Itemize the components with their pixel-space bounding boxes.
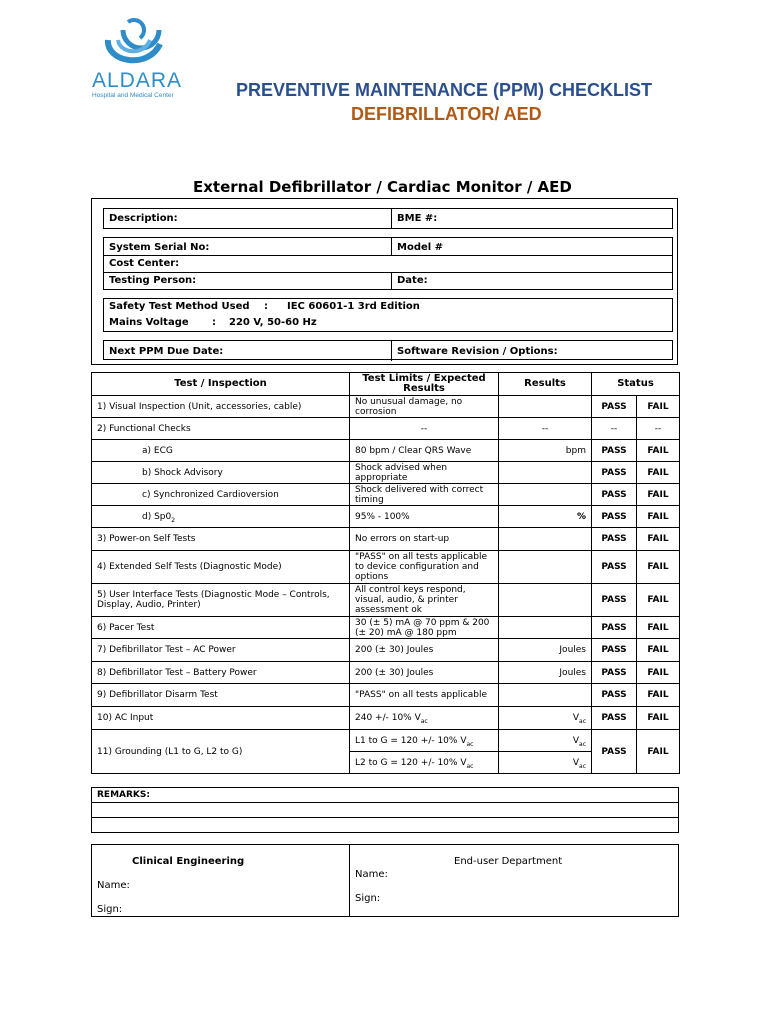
safety-test-label: Safety Test Method Used: [109, 301, 250, 312]
test-name: d) $Sp0_2$: [92, 506, 350, 528]
testing-person-label[interactable]: Testing Person:: [109, 275, 197, 286]
software-label[interactable]: Software Revision / Options:: [391, 341, 558, 361]
result-cell: --: [499, 418, 592, 440]
remarks-line[interactable]: [92, 818, 679, 833]
test-name: b) Shock Advisory: [92, 462, 350, 484]
result-cell[interactable]: [499, 584, 592, 617]
pass-option[interactable]: PASS: [592, 484, 637, 506]
table-row: [92, 551, 680, 584]
safety-test-value: IEC 60601-1 3rd Edition: [287, 301, 420, 312]
result-unit: Joules: [559, 667, 586, 678]
table-row: [92, 506, 680, 528]
signature-divider: [349, 845, 350, 916]
header-status: Status: [592, 373, 680, 396]
test-name: 6) Pacer Test: [92, 617, 350, 639]
test-name: 1) Visual Inspection (Unit, accessories, cable): [92, 396, 350, 418]
test-name: 2) Functional Checks: [92, 418, 350, 440]
info-group-next-ppm: [103, 340, 673, 360]
test-name: 5) User Interface Tests (Diagnostic Mode – Controls, Display, Audio, Printer): [92, 584, 350, 617]
fail-option[interactable]: FAIL: [637, 707, 680, 730]
pass-option[interactable]: PASS: [592, 506, 637, 528]
end-user-name-field[interactable]: Name:: [355, 869, 388, 880]
pass-option[interactable]: PASS: [592, 528, 637, 551]
result-cell[interactable]: [499, 506, 592, 528]
remarks-table: [91, 787, 679, 833]
test-name: c) Synchronized Cardioversion: [92, 484, 350, 506]
table-row: [92, 639, 680, 662]
inspection-table: [91, 372, 680, 774]
test-name: 10) AC Input: [92, 707, 350, 730]
result-cell[interactable]: [499, 707, 592, 730]
test-name: 7) Defibrillator Test – AC Power: [92, 639, 350, 662]
page-subtitle: DEFIBRILLATOR/ AED: [351, 104, 542, 124]
end-user-title: End-user Department: [454, 856, 563, 867]
table-row: [92, 662, 680, 684]
test-limits: "PASS" on all tests applicable: [350, 684, 499, 707]
result-cell[interactable]: [499, 730, 592, 752]
table-row: [92, 462, 680, 484]
result-cell[interactable]: [499, 662, 592, 684]
test-limits: "PASS" on all tests applicable to device configuration and options: [350, 551, 499, 584]
equipment-info-box: [91, 198, 678, 365]
pass-option[interactable]: PASS: [592, 551, 637, 584]
fail-option[interactable]: FAIL: [637, 617, 680, 639]
test-name: 3) Power-on Self Tests: [92, 528, 350, 551]
test-limits: Shock delivered with correct timing: [350, 484, 499, 506]
table-row: [92, 484, 680, 506]
mains-voltage-value: 220 V, 50-60 Hz: [229, 317, 317, 328]
pass-option[interactable]: PASS: [592, 584, 637, 617]
fail-option[interactable]: FAIL: [637, 584, 680, 617]
test-limits: 80 bpm / Clear QRS Wave: [350, 440, 499, 462]
clinical-sign-field[interactable]: Sign:: [97, 904, 123, 915]
result-cell[interactable]: [499, 462, 592, 484]
test-limits: 30 (± 5) mA @ 70 ppm & 200 (± 20) mA @ 180 ppm: [350, 617, 499, 639]
result-unit: $V_{ac}$: [572, 735, 586, 748]
clinical-name-field[interactable]: Name:: [97, 880, 130, 891]
fail-option[interactable]: FAIL: [637, 506, 680, 528]
fail-option[interactable]: FAIL: [637, 684, 680, 707]
result-cell[interactable]: [499, 617, 592, 639]
pass-option[interactable]: PASS: [592, 662, 637, 684]
table-header-row: [92, 373, 680, 396]
header-limits: Test Limits / Expected Results: [350, 373, 499, 396]
result-cell[interactable]: [499, 440, 592, 462]
test-limits: --: [350, 418, 499, 440]
result-cell[interactable]: [499, 684, 592, 707]
test-limits: 200 (± 30) Joules: [350, 639, 499, 662]
fail-option[interactable]: FAIL: [637, 639, 680, 662]
pass-option[interactable]: PASS: [592, 617, 637, 639]
table-row: [92, 684, 680, 707]
table-row: [92, 418, 680, 440]
table-row: [92, 528, 680, 551]
result-unit: $V_{ac}$: [572, 757, 586, 770]
test-name: 11) Grounding (L1 to G, L2 to G): [92, 730, 350, 774]
result-cell[interactable]: [499, 752, 592, 774]
logo-name: ALDARA: [92, 69, 183, 92]
pass-option[interactable]: PASS: [592, 396, 637, 418]
test-limits: No errors on start-up: [350, 528, 499, 551]
result-cell[interactable]: [499, 396, 592, 418]
result-unit: $V_{ac}$: [572, 713, 586, 725]
table-row: [92, 396, 680, 418]
description-label[interactable]: Description:: [109, 213, 178, 224]
table-row: [92, 730, 680, 752]
test-name: 8) Defibrillator Test – Battery Power: [92, 662, 350, 684]
result-unit: bpm: [565, 445, 586, 456]
test-limits: L2 to G = 120 +/- 10% $V_{ac}$: [350, 752, 499, 774]
page-title: PREVENTIVE MAINTENANCE (PPM) CHECKLIST: [236, 80, 653, 100]
pass-option[interactable]: PASS: [592, 462, 637, 484]
header-test: Test / Inspection: [92, 373, 350, 396]
table-row: [92, 617, 680, 639]
info-group-description: [103, 208, 673, 229]
serial-label[interactable]: System Serial No:: [109, 242, 210, 253]
test-name: a) ECG: [92, 440, 350, 462]
test-limits: Shock advised when appropriate: [350, 462, 499, 484]
remarks-label: REMARKS:: [92, 788, 679, 803]
fail-option[interactable]: FAIL: [637, 440, 680, 462]
pass-option: --: [592, 418, 637, 440]
test-limits: No unusual damage, no corrosion: [350, 396, 499, 418]
fail-option[interactable]: FAIL: [637, 528, 680, 551]
test-limits: All control keys respond, visual, audio, & printer assessment ok: [350, 584, 499, 617]
test-name: 4) Extended Self Tests (Diagnostic Mode): [92, 551, 350, 584]
info-group-safety: Safety Test Method Used : IEC 60601-1 3rd Edition Mains Voltage : 220 V, 50-60 Hz: [103, 298, 673, 332]
result-unit: %: [576, 511, 586, 522]
table-row: [92, 584, 680, 617]
fail-option[interactable]: FAIL: [637, 551, 680, 584]
model-label[interactable]: Model #: [391, 238, 443, 255]
table-row: [92, 707, 680, 730]
result-cell[interactable]: [499, 484, 592, 506]
fail-option: --: [637, 418, 680, 440]
pass-option[interactable]: PASS: [592, 440, 637, 462]
info-group-system: [103, 237, 673, 290]
test-limits: 240 +/- 10% $V_{ac}$: [350, 707, 499, 730]
test-limits: 95% - 100%: [350, 506, 499, 528]
signature-box: [91, 844, 679, 917]
next-ppm-label[interactable]: Next PPM Due Date:: [109, 346, 224, 357]
end-user-sign-field[interactable]: Sign:: [355, 893, 381, 904]
fail-option[interactable]: FAIL: [637, 462, 680, 484]
date-label[interactable]: Date:: [391, 273, 428, 290]
table-row: [92, 440, 680, 462]
result-cell[interactable]: [499, 551, 592, 584]
fail-option[interactable]: FAIL: [637, 730, 680, 774]
fail-option[interactable]: FAIL: [637, 662, 680, 684]
form-title: External Defibrillator / Cardiac Monitor / AED: [193, 178, 572, 196]
pass-option[interactable]: PASS: [592, 707, 637, 730]
test-limits: 200 (± 30) Joules: [350, 662, 499, 684]
fail-option[interactable]: FAIL: [637, 396, 680, 418]
fail-option[interactable]: FAIL: [637, 484, 680, 506]
result-cell[interactable]: [499, 639, 592, 662]
cost-center-label[interactable]: Cost Center:: [109, 258, 180, 269]
bme-label[interactable]: BME #:: [391, 209, 437, 228]
clinical-engineering-title: Clinical Engineering: [132, 856, 245, 867]
test-name: 9) Defibrillator Disarm Test: [92, 684, 350, 707]
pass-option[interactable]: PASS: [592, 639, 637, 662]
mains-voltage-label: Mains Voltage: [109, 317, 189, 328]
result-unit: Joules: [559, 645, 586, 655]
result-cell[interactable]: [499, 528, 592, 551]
test-limits: L1 to G = 120 +/- 10% $V_{ac}$: [350, 730, 499, 752]
pass-option[interactable]: PASS: [592, 684, 637, 707]
remarks-line[interactable]: [92, 803, 679, 818]
logo-tagline: Hospital and Medical Center: [92, 92, 174, 99]
pass-option[interactable]: PASS: [592, 730, 637, 774]
header-results: Results: [499, 373, 592, 396]
